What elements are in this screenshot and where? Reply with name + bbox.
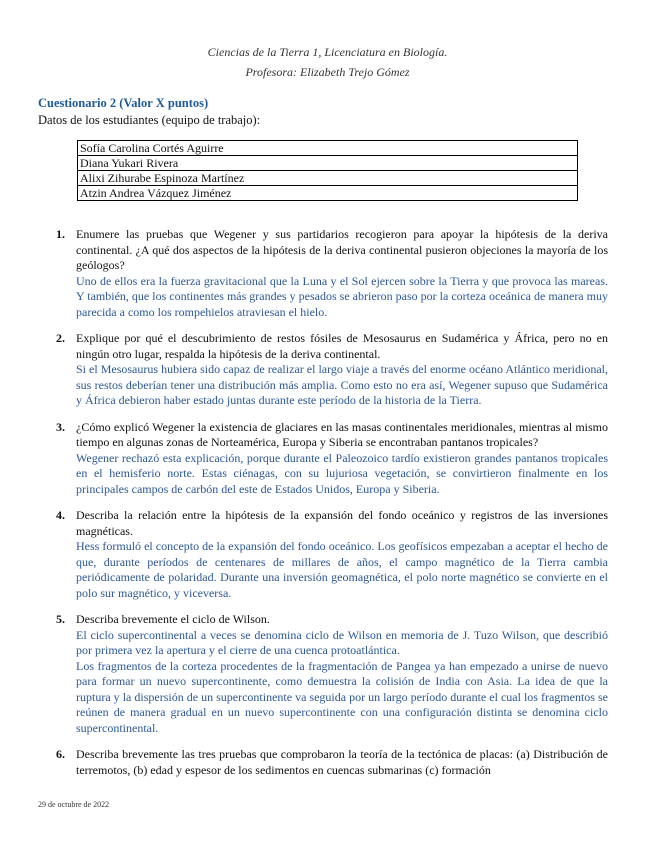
answer-text: Wegener rechazó esta explicación, porque durante el Paleozoico tardío existieron grandes pantanos tropicales en el hemisferio norte. Estas ciénagas, con su lujuriosa vegetación, se convirtieron finalmente en los principales campos de carbón del este de Estados Unidos, Europa y Siberia.	[76, 450, 608, 496]
question-3	[56, 420, 608, 498]
teacher-line: Profesora: Elizabeth Trejo Gómez	[245, 65, 410, 79]
question-number: 4.	[56, 508, 65, 522]
table-row	[78, 186, 578, 201]
answer-text: Hess formuló el concepto de la expansión del fondo oceánico. Los geofísicos empezaban a aceptar el hecho de que, durante períodos de centenares de millares de años, el campo magnético de la Tierra cambia periódicamente de polaridad. Durante una inversión geomagnética, el polo norte magnético se convierte en el polo sur magnético, y viceversa.	[76, 539, 608, 600]
answer-text: El ciclo supercontinental a veces se denomina ciclo de Wilson en memoria de J. Tuzo Wilson, que describió por primera vez la apertura y el cierre de una cuenca protoatlántica.	[76, 627, 608, 657]
question-number: 1.	[56, 227, 65, 241]
answer-text: Uno de ellos era la fuerza gravitacional que la Luna y el Sol ejercen sobre la Tierra y que provoca las mareas. Y también, que los continentes más grandes y pesados se abrieron paso por la corteza oceánica de manera muy parecida a como los rompehielos atraviesan el hielo.	[76, 273, 608, 319]
question-text: Describa la relación entre la hipótesis de la expansión del fondo oceánico y registros de las inversiones magnéticas.	[76, 508, 608, 538]
students-subtitle: Datos de los estudiantes (equipo de trabajo):	[38, 113, 261, 127]
question-number: 2.	[56, 331, 65, 345]
table-row	[78, 156, 578, 171]
question-text: Describa brevemente las tres pruebas que comprobaron la teoría de la tectónica de placas: (a) Distribución de terremotos, (b) edad y espesor de los sedimentos en cuencas submarinas (c) formación	[76, 747, 608, 777]
page-footer-date: 29 de octubre de 2022	[38, 800, 110, 809]
question-4	[56, 508, 608, 601]
question-5	[56, 612, 608, 736]
question-text: Describa brevemente el ciclo de Wilson.	[76, 612, 270, 626]
question-text: Explique por qué el descubrimiento de restos fósiles de Mesosaurus en Sudamérica y África, pero no en ningún otro lugar, respalda la hipótesis de la deriva continental.	[76, 331, 608, 361]
student-name: Atzin Andrea Vázquez Jiménez	[78, 186, 578, 201]
student-name: Sofía Carolina Cortés Aguirre	[78, 141, 578, 156]
student-name: Diana Yukari Rivera	[78, 156, 578, 171]
answer-text: Si el Mesosaurus hubiera sido capaz de realizar el largo viaje a través del enorme océano Atlántico meridional, sus restos deberían tener una distribución más amplia. Como esto no era así, Wegener supuso que Sudamérica y África debieron haber estado juntas durante este período de la historia de la Tierra.	[76, 362, 608, 407]
table-row	[78, 141, 578, 156]
course-line: Ciencias de la Tierra 1, Licenciatura en Biología.	[207, 45, 448, 59]
question-text: ¿Cómo explicó Wegener la existencia de glaciares en las masas continentales meridionales, mientras al mismo tiempo en algunas zonas de Norteamérica, Europa y Siberia se encontraban pantanos tropicales?	[76, 419, 608, 449]
question-1	[56, 227, 608, 320]
question-2	[56, 331, 608, 409]
question-number: 5.	[56, 612, 65, 626]
page-header	[0, 0, 655, 82]
table-row	[78, 171, 578, 186]
question-text: Enumere las pruebas que Wegener y sus partidarios recogieron para apoyar la hipótesis de la deriva continental. ¿A qué dos aspectos de la hipótesis de la deriva continental pusieron objeciones la mayoría de los geólogos?	[76, 227, 608, 272]
question-6	[56, 747, 608, 778]
questionnaire-title: Cuestionario 2 (Valor X puntos)	[38, 96, 209, 110]
student-name: Alixi Zihurabe Espinoza Martínez	[78, 171, 578, 186]
questions-list	[56, 227, 608, 789]
students-table	[77, 140, 578, 201]
question-number: 6.	[56, 747, 65, 761]
answer-text: Los fragmentos de la corteza procedentes de la fragmentación de Pangea ya han empezado a unirse de nuevo para formar un nuevo supercontinente, como demuestra la colisión de India con Asia. La idea de que la ruptura y la dispersión de un supercontinente va seguida por un largo período durante el cual los fragmentos se reúnen de manera gradual en un nuevo supercontinente con una configuración distinta se denomina ciclo supercontinental.	[76, 658, 608, 735]
question-number: 3.	[56, 419, 65, 434]
